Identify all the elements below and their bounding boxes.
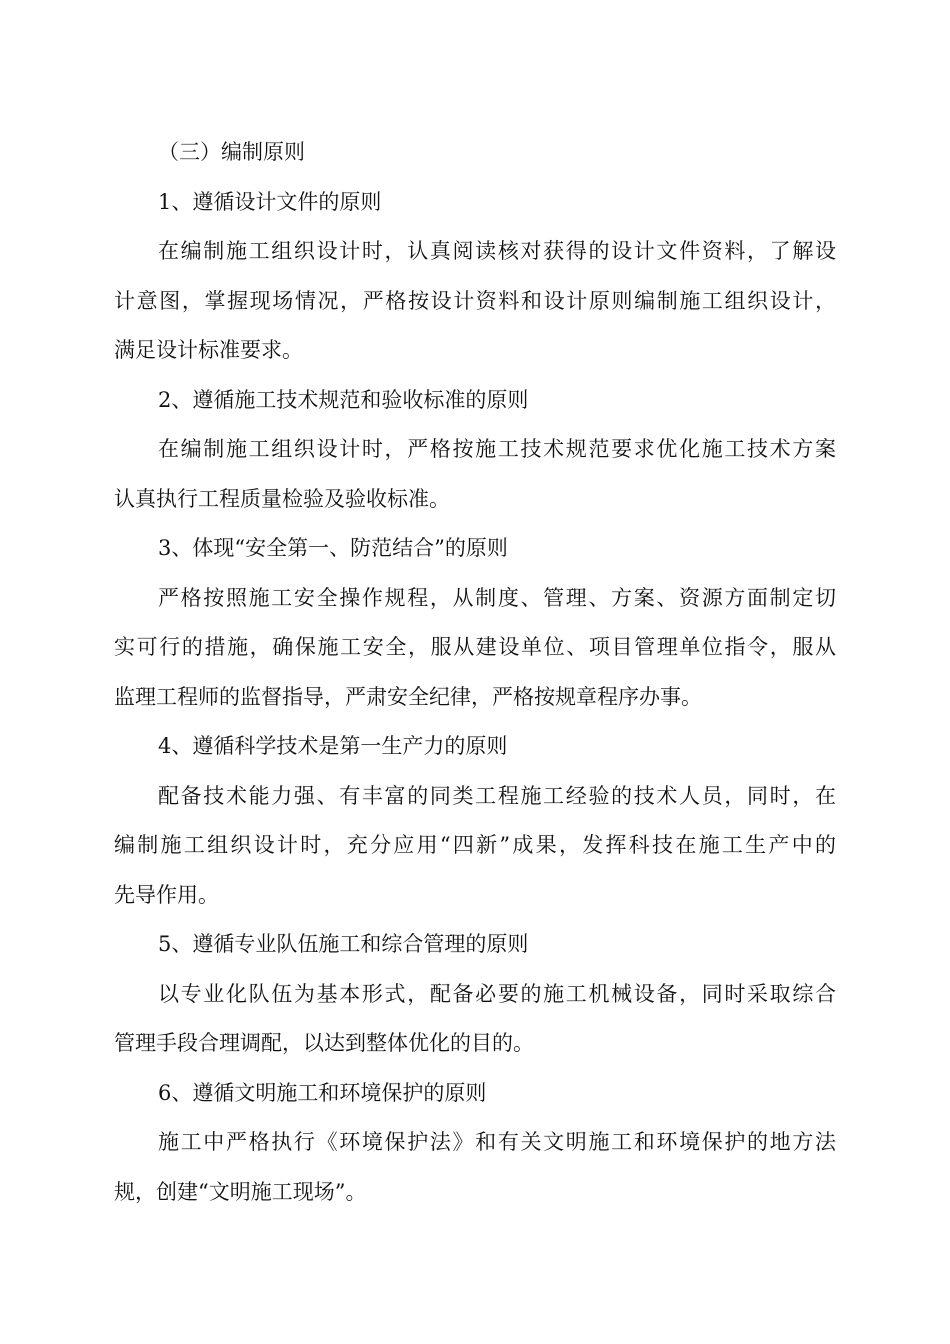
paragraph-line: 在编制施工组织设计时，认真阅读核对获得的设计文件资料，了解设	[158, 239, 836, 263]
paragraph-line: 编制施工组织设计时，充分应用“四新”成果，发挥科技在施工生产中的	[114, 833, 836, 857]
paragraph-line: 以专业化队伍为基本形式，配备必要的施工机械设备，同时采取综合	[158, 981, 836, 1006]
document-body	[114, 128, 836, 1217]
paragraph-line: 配备技术能力强、有丰富的同类工程施工经验的技术人员，同时，在	[158, 783, 836, 808]
principle-heading-1: 1、遵循设计文件的原则	[158, 189, 382, 214]
principle-heading-4: 4、遵循科学技术是第一生产力的原则	[158, 734, 508, 758]
principle-heading-3: 3、体现“安全第一、防范结合”的原则	[158, 536, 508, 560]
paragraph-line: 严格按照施工安全操作规程，从制度、管理、方案、资源方面制定切	[158, 585, 836, 610]
paragraph-line: 先导作用。	[114, 882, 219, 907]
paragraph-line: 监理工程师的监督指导，严肃安全纪律，严格按规章程序办事。	[114, 684, 702, 709]
paragraph-line: 管理手段合理调配，以达到整体优化的目的。	[114, 1031, 534, 1055]
paragraph-line: 规，创建“文明施工现场”。	[114, 1179, 367, 1204]
paragraph-line: 计意图，掌握现场情况，严格按设计资料和设计原则编制施工组织设计，	[114, 288, 836, 313]
section-heading: （三）编制原则	[158, 140, 305, 164]
principle-heading-2: 2、遵循施工技术规范和验收标准的原则	[158, 387, 529, 412]
paragraph-line: 满足设计标准要求。	[114, 338, 303, 362]
principle-heading-6: 6、遵循文明施工和环境保护的原则	[158, 1080, 487, 1105]
paragraph-line: 在编制施工组织设计时，严格按施工技术规范要求优化施工技术方案	[158, 437, 836, 461]
paragraph-line: 实可行的措施，确保施工安全，服从建设单位、项目管理单位指令，服从	[114, 635, 836, 659]
paragraph-line: 认真执行工程质量检验及验收标准。	[114, 486, 450, 511]
paragraph-line: 施工中严格执行《环境保护法》和有关文明施工和环境保护的地方法	[158, 1130, 836, 1154]
principle-heading-5: 5、遵循专业队伍施工和综合管理的原则	[158, 932, 529, 956]
